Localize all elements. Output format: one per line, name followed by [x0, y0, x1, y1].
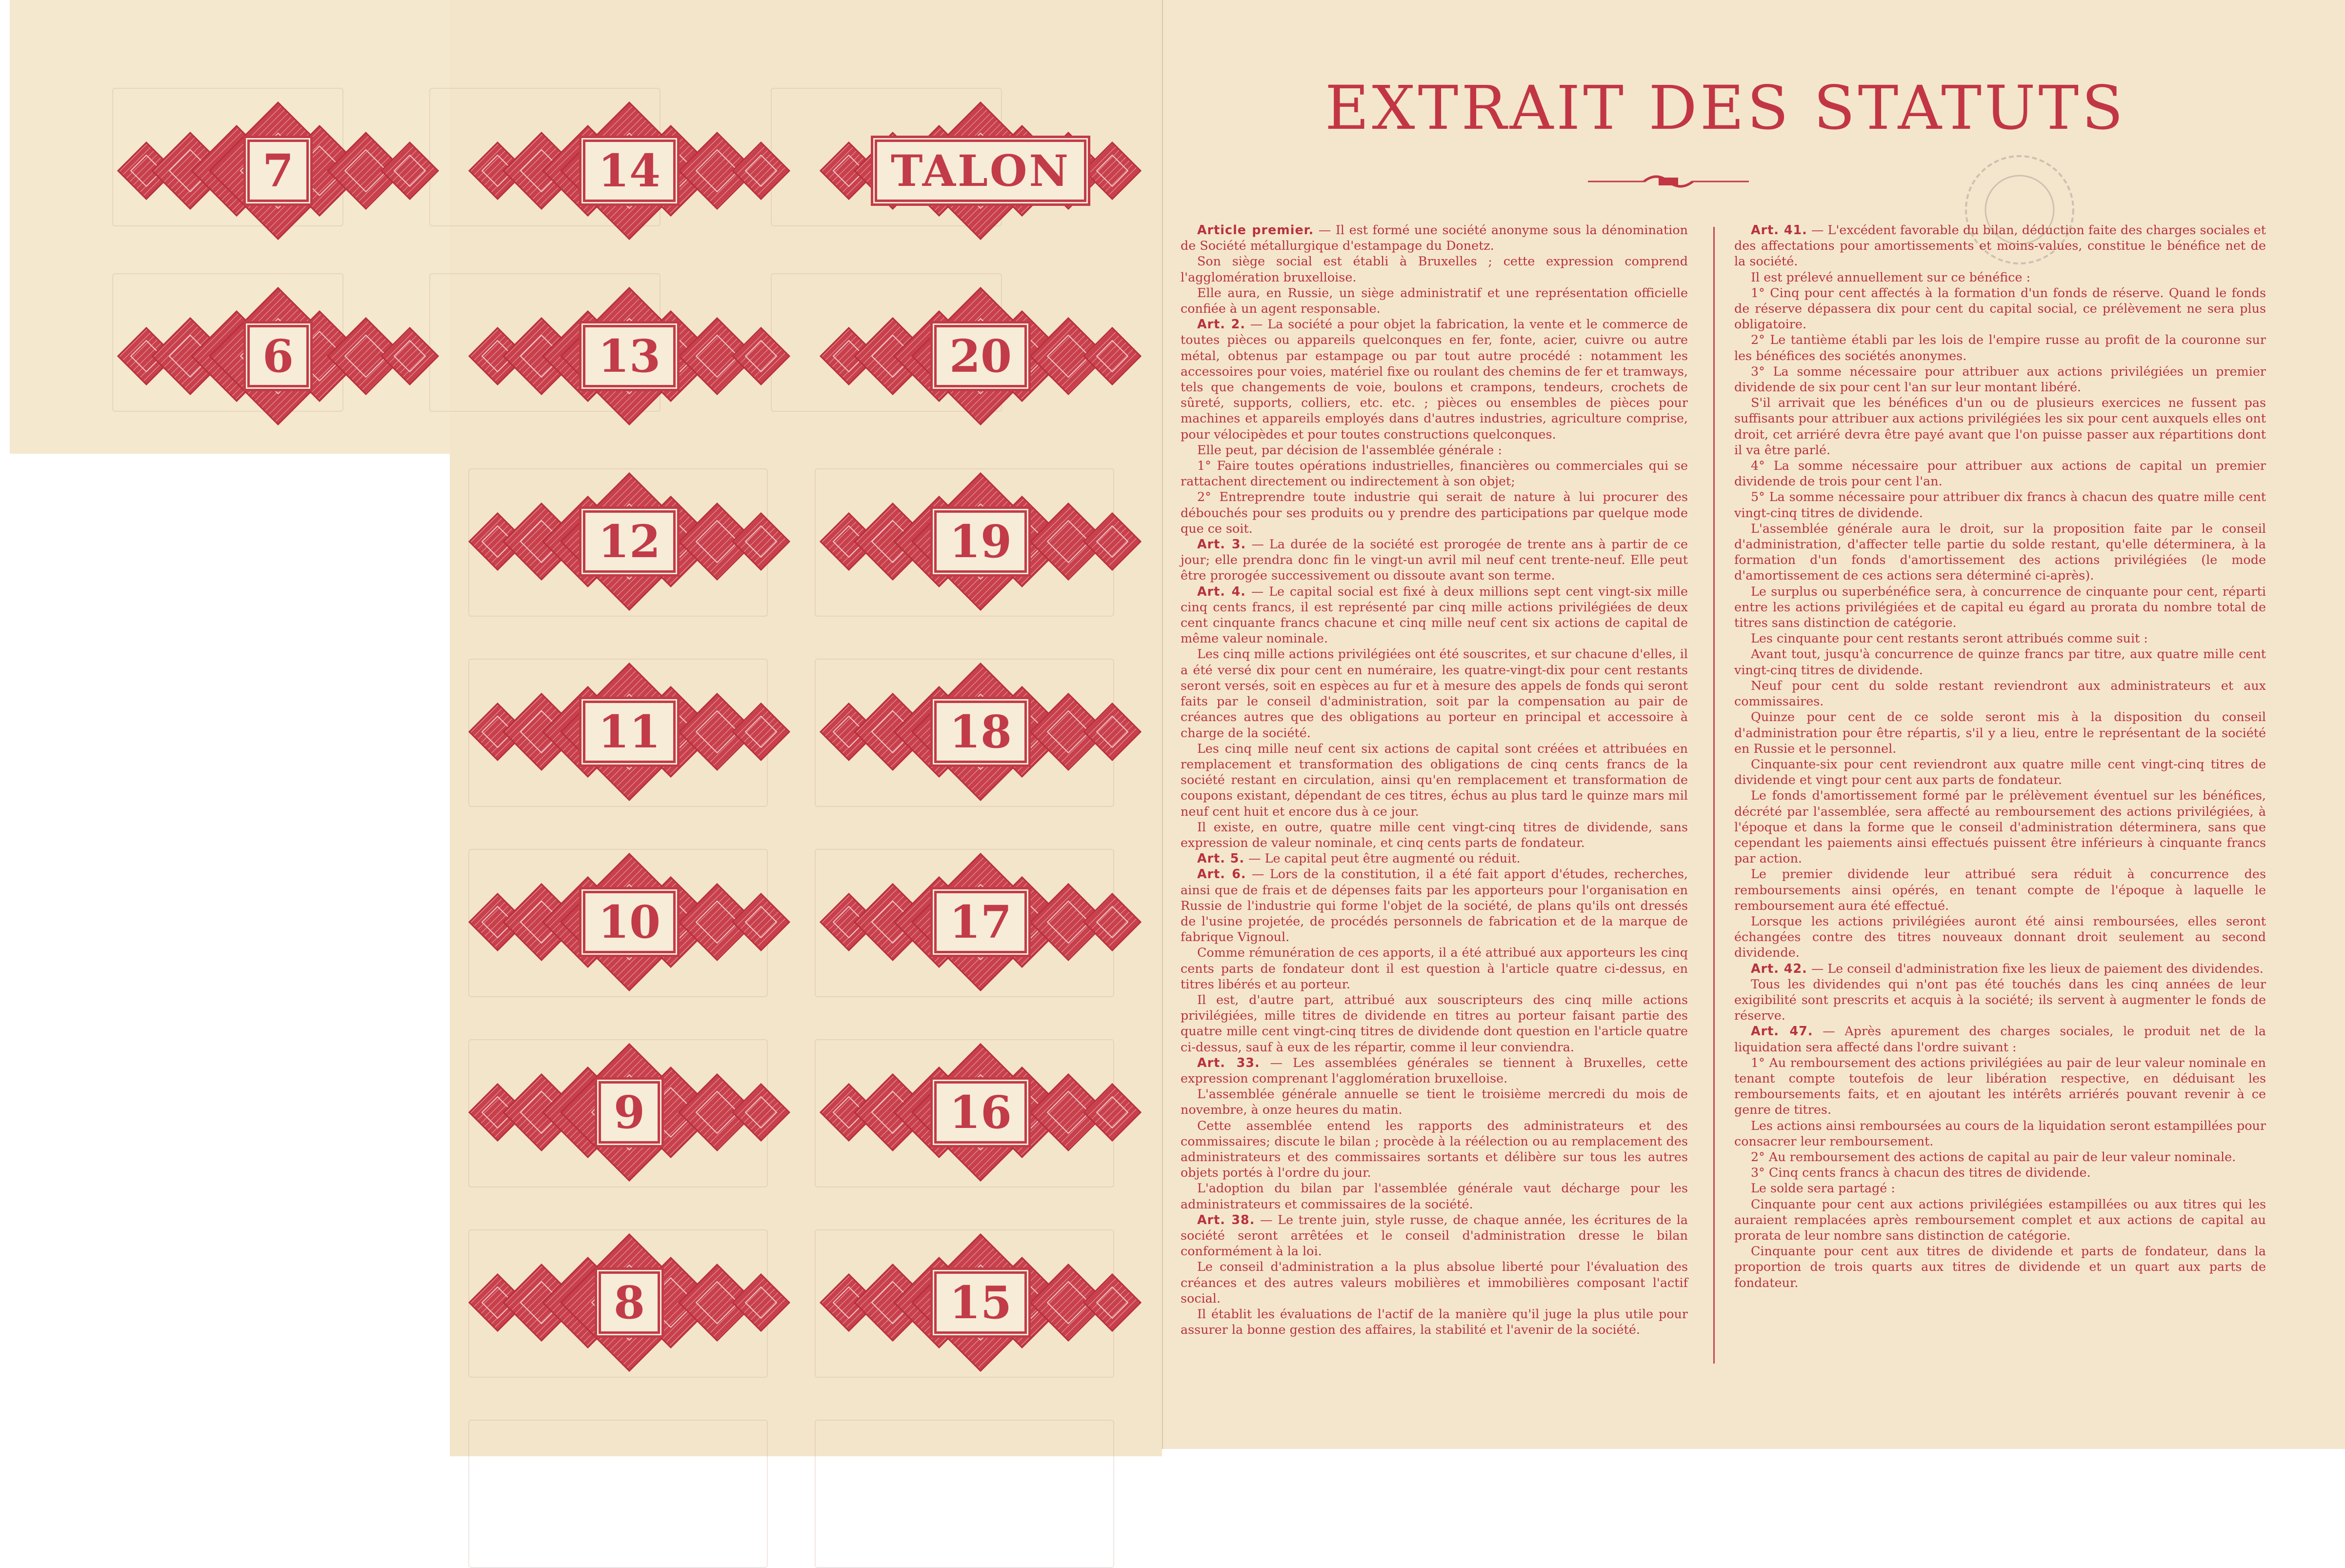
- article-text: Le premier dividende leur attribué sera réduit à concurrence des remboursements ainsi opérés, en tenant compte de l'époque à laquelle le remboursement aura été effectué.: [1734, 866, 2266, 913]
- article-heading: Art. 4.: [1197, 583, 1246, 599]
- coupon-number: 7: [247, 140, 309, 202]
- coupon: [820, 283, 1142, 429]
- article-text: S'il arrivait que les bénéfices d'un ou de plusieurs exercices ne fussent pas suffisants pour attribuer aux actions privilégiées les six pour cent auxquels elles ont droit, cet arriéré devra être payé avant que l'on puisse passer aux répartitions dont il va être parlé.: [1734, 395, 2266, 457]
- statutes-left-column: [1181, 222, 1688, 1337]
- coupon: [468, 849, 790, 995]
- coupon: [468, 468, 790, 615]
- article-text: Les cinquante pour cent restants seront attribués comme suit :: [1751, 631, 2148, 646]
- statute-paragraph: [1181, 646, 1688, 740]
- statute-paragraph: [1734, 709, 2266, 756]
- article-text: — Le capital peut être augmenté ou réduit.: [1244, 851, 1521, 866]
- statute-paragraph: [1181, 442, 1688, 458]
- statute-paragraph: [1181, 866, 1688, 945]
- statute-paragraph: [1181, 583, 1688, 646]
- statute-paragraph: [1734, 222, 2266, 269]
- article-text: Le solde sera partagé :: [1751, 1181, 1895, 1196]
- statute-paragraph: [1181, 741, 1688, 819]
- statute-paragraph: [1734, 1243, 2266, 1290]
- article-text: Le fonds d'amortissement formé par le prélèvement éventuel sur les bénéfices, décrété par l'assemblée, sera affecté au remboursement des actions privilégiées, à l'époque et dans la forme que le conseil d'administration déterminera, sans que cependant les paiements ainsi effectués puissent être inférieurs à cinquante francs par action.: [1734, 788, 2266, 866]
- show-through-cell: [468, 1420, 768, 1568]
- statute-paragraph: [1181, 222, 1688, 253]
- article-text: Les cinq mille neuf cent six actions de capital sont créées et attribuées en remplacement et transformation des obligations de cinq cents francs de la société restant en circulation, ainsi qu'en remplacement et transformation de coupons existant, dépendant de ces titres, échus au plus tard le quinze mars mil neuf cent huit et encore dus à ce jour.: [1181, 741, 1688, 819]
- coupon-number: 10: [583, 891, 676, 953]
- statute-paragraph: [1734, 1180, 2266, 1196]
- article-text: 4° La somme nécessaire pour attribuer aux actions de capital un premier dividende de trois pour cent l'an.: [1734, 458, 2266, 489]
- statute-paragraph: [1734, 961, 2266, 976]
- article-text: — La société a pour objet la fabrication, la vente et le commerce de toutes pièces ou appareils quelconques en fer, fonte, acier, cuivre ou autre métal, obtenus par estampage ou par tout autre procédé : notamment les accessoires pour voies, matériel fixe ou roulant des chemins de fer et tramways, tels que changements de voie, boulons et crampons, tendeurs, crochets de sûreté, supports, colliers, etc. etc. ; pièces ou ensembles de pièces pour machines et appareils employés dans d'autres industries, agriculture comprise, pour vélocipèdes et pour toutes constructions quelconques.: [1181, 317, 1688, 442]
- article-text: Cette assemblée entend les rapports des administrateurs et des commissaires; discute le bilan ; procède à la réélection ou au remplacement des administrateurs et des commissaires sortants et délibère sur tous les autres objets portés à l'ordre du jour.: [1181, 1118, 1688, 1180]
- article-heading: Article premier.: [1197, 222, 1314, 237]
- article-heading: Art. 41.: [1751, 222, 1807, 237]
- article-text: Il établit les évaluations de l'actif de la manière qu'il juge la plus utile pour assurer la bonne gestion des affaires, la stabilité et l'avenir de la société.: [1181, 1307, 1688, 1337]
- statute-paragraph: [1181, 316, 1688, 442]
- coupon-number: 16: [934, 1081, 1027, 1144]
- coupon-number: 9: [599, 1081, 660, 1144]
- statute-paragraph: [1181, 1259, 1688, 1306]
- article-text: Lorsque les actions privilégiées auront été ainsi remboursées, elles seront échangées contre des titres nouveaux donnant droit seulement au second dividende.: [1734, 913, 2266, 960]
- article-text: Neuf pour cent du solde restant reviendront aux administrateurs et aux commissaires.: [1734, 678, 2266, 709]
- article-heading: Art. 5.: [1197, 851, 1245, 866]
- article-text: — Lors de la constitution, il a été fait apport d'études, recherches, ainsi que de frais et de dépenses faits par les apporteurs pour l'organisation en Russie de l'industrie qui forme l'objet de la société, de plans qu'ils ont dressés de l'usine projetée, de procédés personnels de fabrication et de la marque de fabrique Vignoul.: [1181, 866, 1688, 945]
- statute-paragraph: [1734, 787, 2266, 866]
- coupon-number: 12: [583, 510, 676, 573]
- article-text: — Les assemblées générales se tiennent à Bruxelles, cette expression comprenant l'agglomération bruxelloise.: [1181, 1055, 1688, 1086]
- column-divider: [1713, 227, 1715, 1364]
- statute-paragraph: [1181, 285, 1688, 316]
- article-heading: Art. 42.: [1751, 961, 1807, 976]
- article-text: Tous les dividendes qui n'ont pas été touchés dans les cinq années de leur exigibilité sont prescrits et acquis à la société; ils servent à augmenter le fonds de réserve.: [1734, 976, 2266, 1023]
- article-text: Elle peut, par décision de l'assemblée générale :: [1197, 442, 1502, 457]
- statute-paragraph: [1181, 1180, 1688, 1211]
- statute-paragraph: [1734, 332, 2266, 363]
- article-text: — Il est formé une société anonyme sous la dénomination de Société métallurgique d'estampage du Donetz.: [1181, 222, 1688, 253]
- coupon-number: 15: [934, 1271, 1027, 1334]
- coupon: [820, 849, 1142, 995]
- coupon: [468, 1039, 790, 1186]
- title-ornament: [1585, 171, 1751, 190]
- statute-paragraph: [1734, 1196, 2266, 1244]
- article-heading: Art. 33.: [1197, 1055, 1260, 1070]
- statute-paragraph: [1181, 945, 1688, 992]
- statutes-right-column: [1734, 222, 2266, 1290]
- statute-paragraph: [1734, 285, 2266, 332]
- article-heading: Art. 47.: [1751, 1024, 1813, 1039]
- article-text: L'adoption du bilan par l'assemblée générale vaut décharge pour les administrateurs et commissaires de la société.: [1181, 1181, 1688, 1211]
- statute-paragraph: [1734, 678, 2266, 709]
- article-text: — L'excédent favorable du bilan, déduction faite des charges sociales et des affectations pour amortissements et moins-values, constitue le bénéfice net de la société.: [1734, 222, 2266, 269]
- article-text: 2° Entreprendre toute industrie qui serait de nature à lui procurer des débouchés pour ses produits ou y prendre des participations par quelque mode que ce soit.: [1181, 489, 1688, 536]
- statute-paragraph: [1734, 976, 2266, 1024]
- article-text: Elle aura, en Russie, un siège administratif et une représentation officielle confiée à un agent responsable.: [1181, 285, 1688, 316]
- statute-paragraph: [1734, 395, 2266, 458]
- article-text: Quinze pour cent de ce solde seront mis à la disposition du conseil d'administration pour être répartis, s'il y a lieu, entre le représentant de la société en Russie et le personnel.: [1734, 709, 2266, 756]
- coupon: [117, 283, 439, 429]
- statute-paragraph: [1181, 1055, 1688, 1086]
- coupon: [820, 1229, 1142, 1376]
- coupon: [468, 98, 790, 244]
- statute-paragraph: [1734, 630, 2266, 646]
- coupon-number: 19: [934, 510, 1027, 573]
- coupon: [820, 1039, 1142, 1186]
- statute-paragraph: [1734, 913, 2266, 961]
- article-heading: Art. 6.: [1197, 866, 1246, 882]
- article-text: 1° Cinq pour cent affectés à la formation d'un fonds de réserve. Quand le fonds de réserve dépassera dix pour cent du capital social, ce prélèvement ne sera plus obligatoire.: [1734, 285, 2266, 332]
- statute-paragraph: [1181, 489, 1688, 536]
- coupon-number: 18: [934, 701, 1027, 763]
- coupon-number: 8: [599, 1271, 660, 1334]
- article-text: Le surplus ou superbénéfice sera, à concurrence de cinquante pour cent, réparti entre les actions privilégiées et de capital eu égard au prorata du nombre total de titres sans distinction de catégorie.: [1734, 583, 2266, 630]
- article-text: Cinquante pour cent aux actions privilégiées estampillées ou aux titres qui les auraient remplacées après remboursement complet et aux actions de capital au prorata de leur nombre sans distinction de catégorie.: [1734, 1196, 2266, 1243]
- article-text: 1° Au remboursement des actions privilégiées au pair de leur valeur nominale en tenant compte toutefois de leur libération respective, en déduisant les remboursements faits, et en ajoutant les intérêts arriérés pouvant revenir à ce genre de titres.: [1734, 1055, 2266, 1117]
- statute-paragraph: [1181, 1118, 1688, 1181]
- article-text: 3° Cinq cents francs à chacun des titres de dividende.: [1751, 1165, 2091, 1180]
- article-text: — Le conseil d'administration fixe les lieux de paiement des dividendes.: [1807, 961, 2264, 976]
- statute-paragraph: [1734, 583, 2266, 631]
- article-heading: Art. 38.: [1197, 1212, 1255, 1227]
- statute-paragraph: [1734, 458, 2266, 489]
- coupon: [820, 468, 1142, 615]
- article-text: Avant tout, jusqu'à concurrence de quinze francs par titre, aux quatre mille cent vingt-cinq titres de dividende.: [1734, 646, 2266, 677]
- statute-paragraph: [1734, 1023, 2266, 1054]
- page-title: EXTRAIT DES STATUTS: [1324, 73, 2126, 143]
- statute-paragraph: [1734, 866, 2266, 913]
- article-text: 1° Faire toutes opérations industrielles, financières ou commerciales qui se rattachent directement ou indirectement à son objet;: [1181, 458, 1688, 489]
- article-text: — Le capital social est fixé à deux millions sept cent vingt-six mille cinq cents francs, il est représenté par cinq mille actions privilégiées de deux cent cinquante francs chacune et cinq mille neuf cent six actions de capital de même valeur nominale.: [1181, 583, 1688, 646]
- show-through-cell: [815, 1420, 1114, 1568]
- statute-paragraph: [1734, 1118, 2266, 1149]
- statute-paragraph: [1181, 1212, 1688, 1259]
- statute-paragraph: [1181, 850, 1688, 866]
- statute-paragraph: [1181, 458, 1688, 489]
- coupon-number: 20: [934, 325, 1027, 387]
- statute-paragraph: [1734, 1055, 2266, 1118]
- coupon: [468, 1229, 790, 1376]
- statute-paragraph: [1734, 1149, 2266, 1165]
- article-text: Il est, d'autre part, attribué aux souscripteurs des cinq mille actions privilégiées, mille titres de dividende en titres au porteur faisant partie des quatre mille cent vingt-cinq titres de dividende dont question en l'article quatre ci-dessus, sauf à eux de les répartir, comme il leur conviendra.: [1181, 992, 1688, 1054]
- statute-paragraph: [1734, 756, 2266, 787]
- coupon-number: 17: [934, 891, 1027, 953]
- coupon: [820, 659, 1142, 805]
- article-text: Les actions ainsi remboursées au cours de la liquidation seront estampillées pour consacrer leur remboursement.: [1734, 1118, 2266, 1148]
- article-text: 2° Le tantième établi par les lois de l'empire russe au profit de la couronne sur les bénéfices des sociétés anonymes.: [1734, 332, 2266, 363]
- statute-paragraph: [1181, 819, 1688, 850]
- coupon-number: 11: [583, 701, 676, 763]
- coupon-number: 13: [583, 325, 676, 387]
- article-text: 5° La somme nécessaire pour attribuer dix francs à chacun des quatre mille cent vingt-cinq titres de dividende.: [1734, 489, 2266, 520]
- article-text: Il existe, en outre, quatre mille cent vingt-cinq titres de dividende, sans expression de valeur nominale, et cinq cents parts de fondateur.: [1181, 819, 1688, 850]
- statute-paragraph: [1181, 1086, 1688, 1117]
- article-text: L'assemblée générale annuelle se tient le troisième mercredi du mois de novembre, à onze heures du matin.: [1181, 1086, 1688, 1117]
- statute-paragraph: [1734, 646, 2266, 677]
- article-text: Il est prélevé annuellement sur ce bénéfice :: [1751, 269, 2031, 284]
- article-text: — La durée de la société est prorogée de trente ans à partir de ce jour; elle prendra donc fin le vingt-un avril mil neuf cent trente-neuf. Elle peut être prorogée successivement ou dissoute avant son terme.: [1181, 537, 1688, 583]
- coupon: [820, 98, 1142, 244]
- article-text: Cinquante pour cent aux titres de dividende et parts de fondateur, dans la proportion de trois quarts aux titres de dividende et un quart aux parts de fondateur.: [1734, 1244, 2266, 1290]
- coupon-number: TALON: [875, 140, 1086, 202]
- statute-paragraph: [1734, 489, 2266, 520]
- coupon-number: 14: [583, 140, 676, 202]
- coupon: [117, 98, 439, 244]
- article-text: Son siège social est établi à Bruxelles ; cette expression comprend l'agglomération bruxelloise.: [1181, 254, 1688, 284]
- coupon: [468, 659, 790, 805]
- statute-paragraph: [1181, 1306, 1688, 1337]
- statute-paragraph: [1734, 363, 2266, 395]
- article-heading: Art. 3.: [1197, 537, 1246, 552]
- coupon: [468, 283, 790, 429]
- article-text: Le conseil d'administration a la plus absolue liberté pour l'évaluation des créances et des autres valeurs mobilières et immobilières composant l'actif social.: [1181, 1259, 1688, 1306]
- statute-paragraph: [1734, 269, 2266, 285]
- article-text: Comme rémunération de ces apports, il a été attribué aux apporteurs les cinq cents parts de fondateur dont il est question à l'article quatre ci-dessus, en titres libérés et au porteur.: [1181, 945, 1688, 991]
- article-text: L'assemblée générale aura le droit, sur la proposition faite par le conseil d'administration, d'affecter telle partie du solde restant, qu'elle déterminera, à la formation d'un fonds d'amortissement des actions privilégiées (le mode d'amortissement de ces actions sera déterminé ci-après).: [1734, 521, 2266, 583]
- article-text: Cinquante-six pour cent reviendront aux quatre mille cent vingt-cinq titres de dividende et vingt pour cent aux parts de fondateur.: [1734, 756, 2266, 787]
- article-text: 2° Au remboursement des actions de capital au pair de leur valeur nominale.: [1751, 1149, 2236, 1164]
- coupon-number: 6: [247, 325, 309, 387]
- article-text: 3° La somme nécessaire pour attribuer aux actions privilégiées un premier dividende de six pour cent l'an sur leur montant libéré.: [1734, 363, 2266, 395]
- statute-paragraph: [1734, 521, 2266, 583]
- statute-paragraph: [1181, 536, 1688, 583]
- statute-paragraph: [1734, 1165, 2266, 1180]
- article-heading: Art. 2.: [1197, 317, 1245, 332]
- article-text: Les cinq mille actions privilégiées ont été souscrites, et sur chacune d'elles, il a été versé dix pour cent en numéraire, les quatre-vingt-dix pour cent restants seront versés, soit en espèces au fur et à mesure des appels de fonds qui seront faits par le conseil d'administration, soit par la compensation au pair de créances autres que des obligations au porteur en principal et accessoire à charge de la société.: [1181, 646, 1688, 740]
- article-text: — Après apurement des charges sociales, le produit net de la liquidation sera affecté dans l'ordre suivant :: [1734, 1024, 2266, 1054]
- statute-paragraph: [1181, 253, 1688, 284]
- article-text: — Le trente juin, style russe, de chaque année, les écritures de la société seront arrêtées et le conseil d'administration dresse le bilan conformément à la loi.: [1181, 1212, 1688, 1259]
- statute-paragraph: [1181, 992, 1688, 1055]
